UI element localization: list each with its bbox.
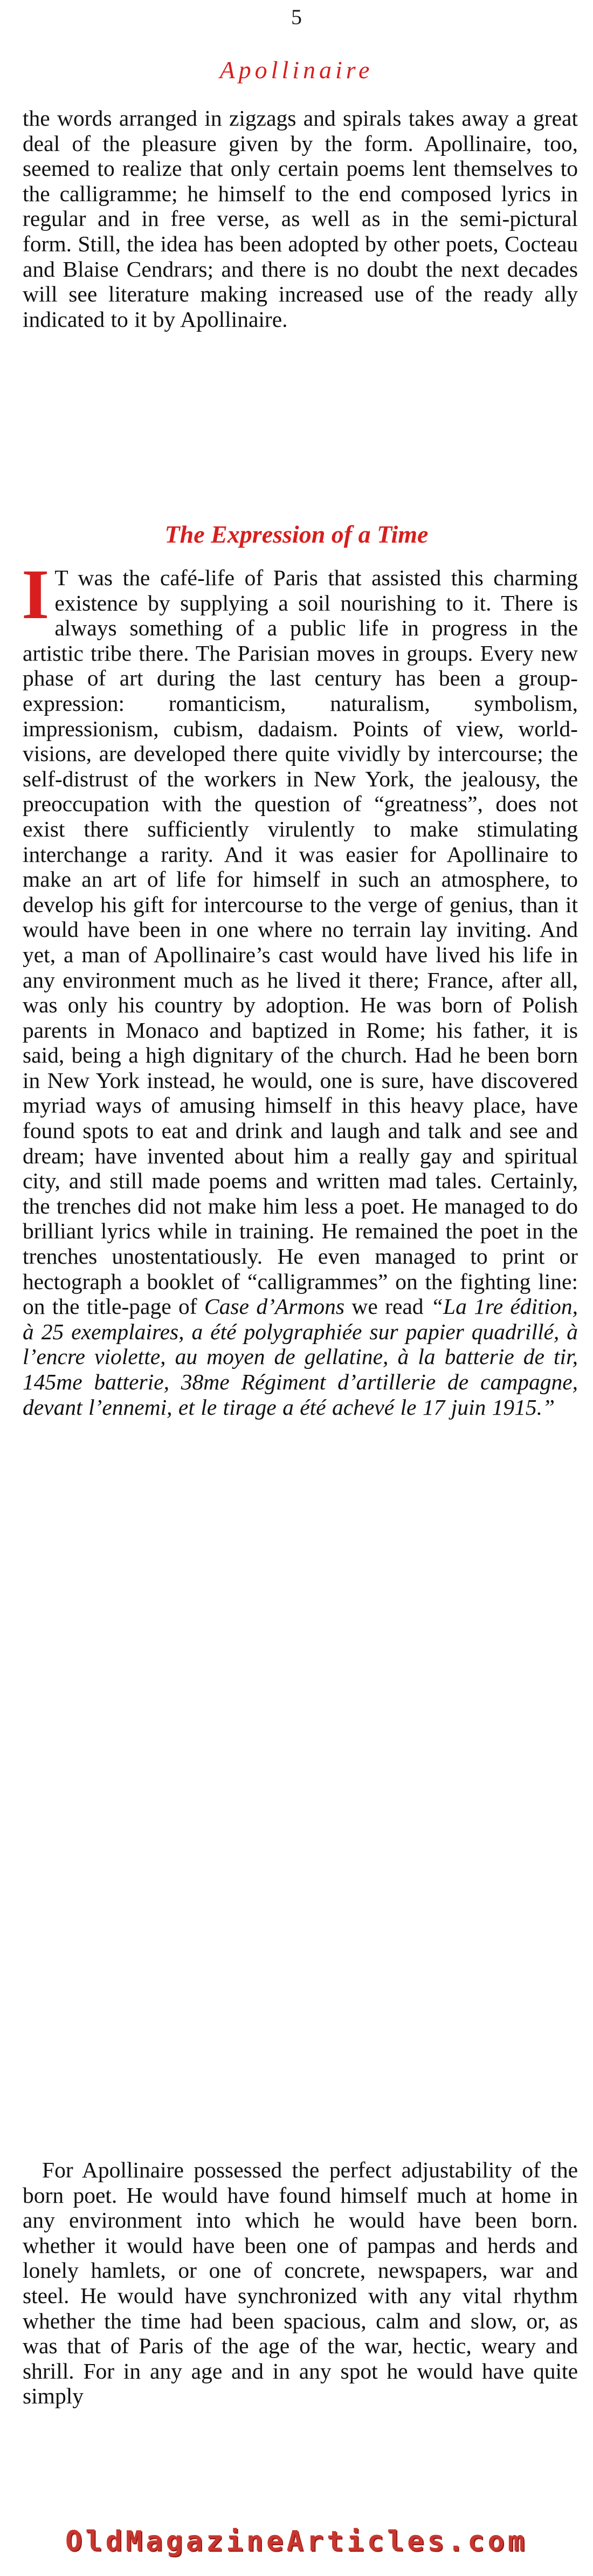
section-heading: The Expression of a Time [164,520,429,548]
final-column [23,2157,578,2409]
french-quote: “La 1re édition, à 25 exemplaires, a été polygraphiée sur papier quadrillé, à l’encre violette, au moyen de gellatine, à la batterie de tir, 145me batterie, 38me Régiment d’artillerie de campagne, devant l’ennemi, et le tirage a été achevé le 17 juin 1915.” [23,1294,578,1420]
main-column [22,554,578,1420]
running-title: Apollinaire [219,56,374,84]
intro-paragraph: the words arranged in zigzags and spirals takes away a great deal of the pleasure given by the form. Apollinaire, too, seemed to realize that only certain poems lent themselves to the calligramme; he himself to the end composed lyrics in regular and in free verse, as well as in the semi-pictural form. Still, the idea has been adopted by other poets, Cocteau and Blaise Cendrars; and there is no doubt the next decades will see literature making increased use of the ready ally indicated to it by Apollinaire. [23,106,578,332]
site-watermark: OldMagazineArticles.com [65,2525,528,2558]
main-paragraph-text-2: we read [351,1294,424,1319]
case-title: Case d’Armons [204,1294,345,1319]
final-paragraph: For Apollinaire possessed the perfect adjustability of the born poet. He would have found himself much at home in any environment into which he would have been born. whether it would have been one of pampas and herds and lonely hamlets, or one of concrete, newspapers, war and steel. He would have synchronized with any vital rhythm whether the time had been spacious, calm and slow, or, as was that of Paris of the age of the war, hectic, weary and shrill. For in any age and in any spot he would have quite simply [23,2157,578,2409]
main-paragraph [22,554,578,1420]
page-number: 5 [291,5,302,29]
intro-column [23,106,578,332]
drop-cap: I [22,554,50,634]
main-paragraph-text: T was the café-life of Paris that assisted this charming existence by supplying a soil nourishing to it. There is always something of a public life in progress in the artistic tribe there. The Parisian moves in groups. Every new phase of art during the last century has been a group-expression: romanticism, naturalism, symbolism, impressionism, cubism, dadaism. Points of view, world-visions, are developed there quite vividly by intercourse; the self-distrust of the workers in New York, the jealousy, the preoccupation with the question of “greatness”, does not exist there sufficiently virulently to make stimulating interchange a rarity. And it was easier for Apollinaire to make an art of life for himself in such an atmosphere, to develop his gift for intercourse to the verge of genius, than it would have been in one where no terrain lay inviting. And yet, a man of Apollinaire’s cast would have lived his life in any environment much as he lived it there; France, after all, was only his country by adoption. He was born of Polish parents in Monaco and baptized in Rome; his father, it is said, being a high dignitary of the church. Had he been born in New York instead, he would, one is sure, have discovered myriad ways of amusing himself in this heavy place, have found spots to eat and drink and laugh and talk and see and dream; have invented about him a really gay and spiritual city, and still made poems and written mad tales. Certainly, the trenches did not make him less a poet. He managed to do brilliant lyrics while in training. He remained the poet in the trenches unostentatiously. He even managed to print or hectograph a booklet of “calligrammes” on the fighting line: on the title-page of [23,565,578,1319]
